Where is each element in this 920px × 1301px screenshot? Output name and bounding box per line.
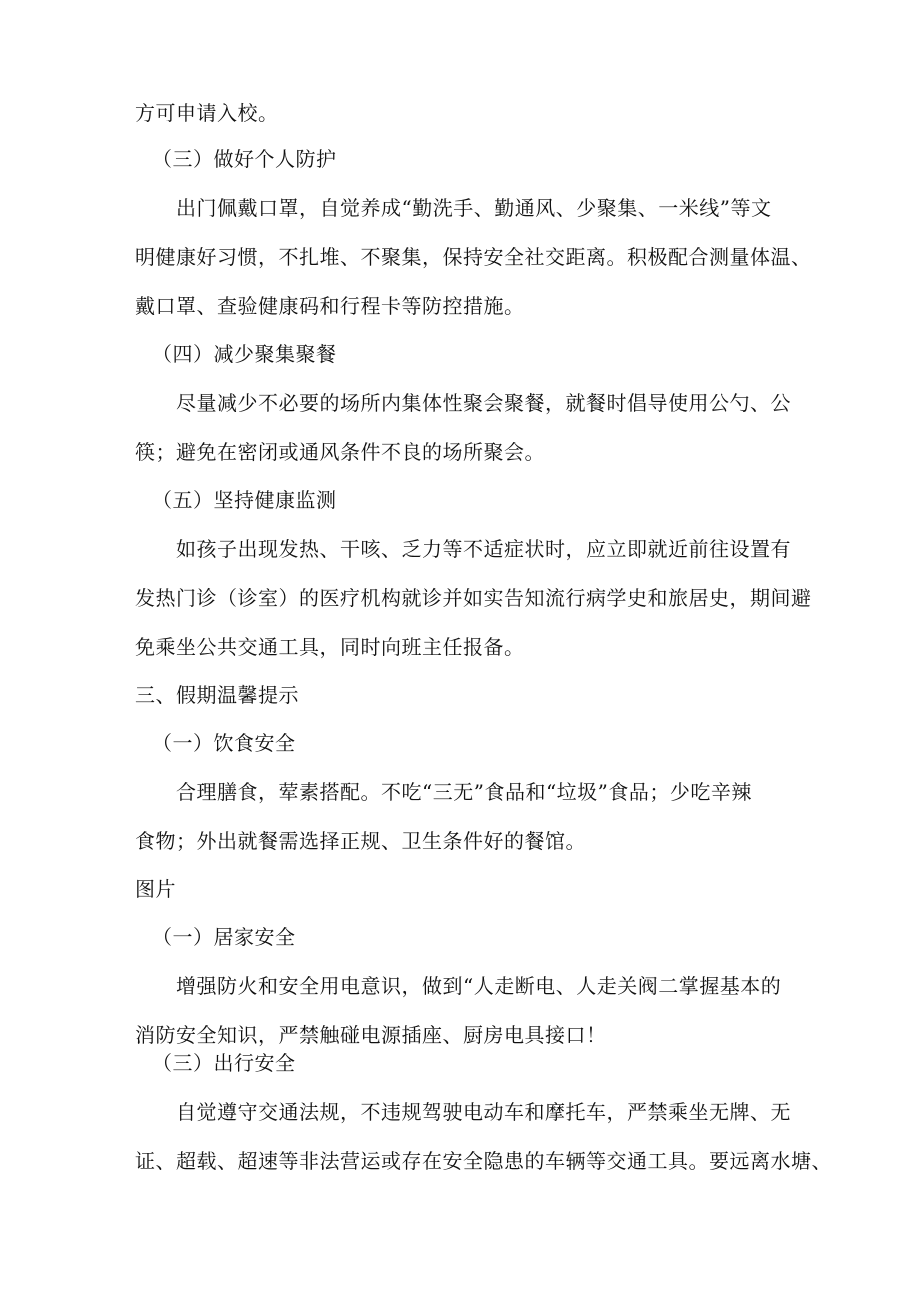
paragraph-line: 证、超载、超速等非法营运或存在安全隐患的车辆等交通工具。要远离水塘、 xyxy=(135,1149,832,1173)
paragraph-line: 出门佩戴口罩，自觉养成“勤洗手、勤通风、少聚集、一米线”等文 xyxy=(176,196,772,220)
paragraph-line: 如孩子出现发热、干咳、乏力等不适症状时，应立即就近前往设置有 xyxy=(176,537,791,561)
image-caption: 图片 xyxy=(135,877,176,901)
subheading: （一）饮食安全 xyxy=(152,731,296,755)
paragraph-line: 合理膳食，荤素搭配。不吃“三无”食品和“垃圾”食品；少吃辛辣 xyxy=(176,780,752,804)
subheading: （五）坚持健康监测 xyxy=(152,488,337,512)
subheading: （一）居家安全 xyxy=(152,925,296,949)
paragraph-line: 免乘坐公共交通工具，同时向班主任报备。 xyxy=(135,635,525,659)
paragraph-line: 尽量减少不必要的场所内集体性聚会聚餐，就餐时倡导使用公勺、公 xyxy=(176,391,791,415)
paragraph-line: 自觉遵守交通法规，不违规驾驶电动车和摩托车，严禁乘坐无牌、无 xyxy=(176,1100,791,1124)
paragraph-line: 戴口罩、查验健康码和行程卡等防控措施。 xyxy=(135,294,525,318)
subheading: （三）做好个人防护 xyxy=(152,147,337,171)
paragraph-line: 消防安全知识，严禁触碰电源插座、厨房电具接口！ xyxy=(135,1023,607,1047)
paragraph-line: 筷；避免在密闭或通风条件不良的场所聚会。 xyxy=(135,440,545,464)
paragraph-line: 增强防火和安全用电意识，做到“人走断电、人走关阀二掌握基本的 xyxy=(176,974,782,998)
paragraph-line: 方可申请入校。 xyxy=(135,101,279,125)
subheading: （四）减少聚集聚餐 xyxy=(152,342,337,366)
paragraph-line: 食物；外出就餐需选择正规、卫生条件好的餐馆。 xyxy=(135,829,586,853)
subheading: （三）出行安全 xyxy=(152,1051,296,1075)
section-heading: 三、假期温馨提示 xyxy=(135,683,299,707)
paragraph-line: 明健康好习惯，不扎堆、不聚集，保持安全社交距离。积极配合测量体温、 xyxy=(135,245,812,269)
paragraph-line: 发热门诊（诊室）的医疗机构就诊并如实告知流行病学史和旅居史，期间避 xyxy=(135,586,812,610)
